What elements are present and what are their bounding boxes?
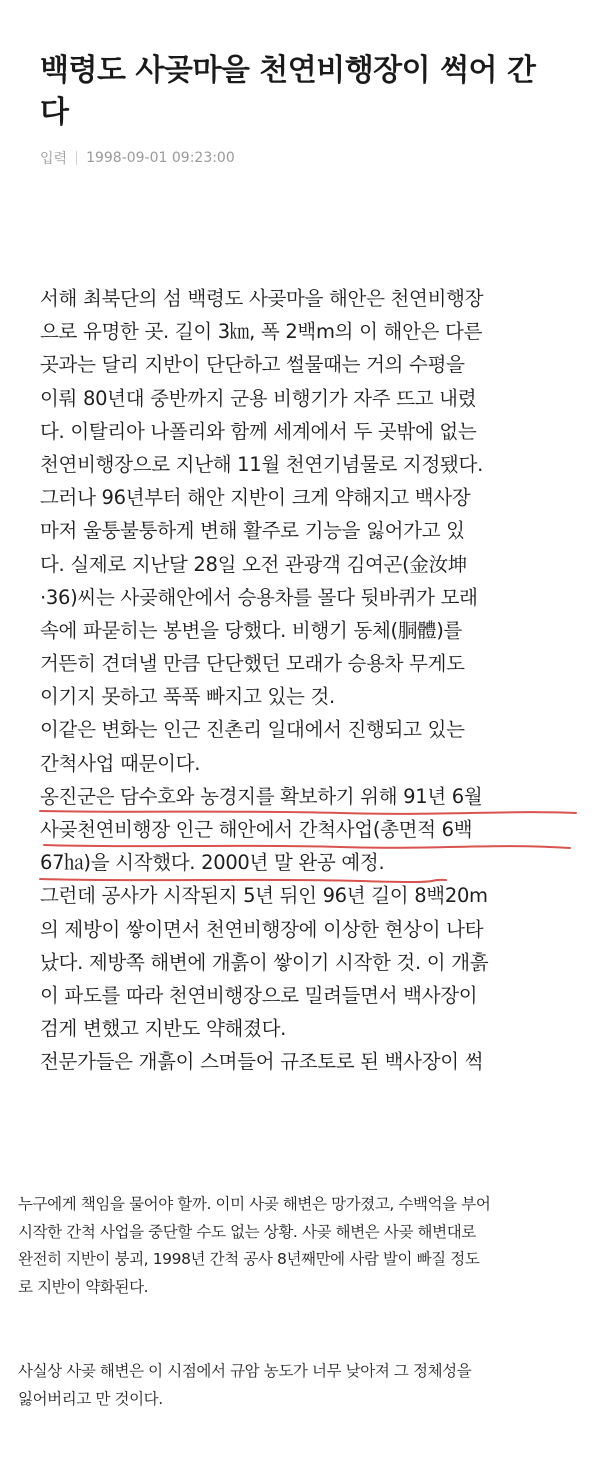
article-line: 다. 실제로 지난달 28일 오전 관광객 김여곤(金汝坤: [40, 552, 468, 576]
commentary-paragraph-1: [18, 1191, 584, 1301]
article-line: 거뜬히 견뎌낼 만큼 단단했던 모래가 승용차 무게도: [40, 652, 465, 676]
article-line: 간척사업 때문이다.: [40, 751, 201, 775]
article-line: 그러나 96년부터 해안 지반이 크게 약해지고 백사장: [40, 486, 471, 510]
commentary-paragraph-2: [18, 1358, 584, 1413]
article-line: 그런데 공사가 시작된지 5년 뒤인 96년 길이 8백20m: [40, 884, 488, 908]
meta-label: 입력: [40, 151, 68, 167]
headline-line-2: 다: [40, 95, 69, 130]
commentary-line: 완전히 지반이 붕괴, 1998년 간척 공사 8년째만에 사람 발이 빠질 정도: [18, 1250, 480, 1268]
commentary-line: 시작한 간척 사업을 중단할 수도 없는 상황. 사곶 해변은 사곶 해변대로: [18, 1222, 476, 1241]
article-line: 속에 파묻히는 봉변을 당했다. 비행기 동체(胴體)를: [40, 618, 463, 642]
article-line-underlined: 67㏊)을 시작했다. 2000년 말 완공 예정.: [40, 851, 385, 875]
article-line: 으로 유명한 곳. 길이 3㎞, 폭 2백m의 이 해안은 다른: [40, 320, 483, 344]
article-headline: [40, 50, 570, 134]
commentary-line: 사실상 사곶 해변은 이 시점에서 규암 농도가 너무 낮아져 그 정체성을: [18, 1362, 472, 1380]
article-line: 이뤄 80년대 중반까지 군용 비행기가 자주 뜨고 내렸: [40, 386, 477, 410]
commentary-line: 로 지반이 약화된다.: [18, 1277, 149, 1296]
headline-line-1: 백령도 사곶마을 천연비행장이 썩어 간: [40, 53, 536, 88]
article-meta: [40, 148, 235, 168]
article-body: [40, 282, 580, 1079]
article-line: ·36)씨는 사곶해안에서 승용차를 몰다 뒷바퀴가 모래: [40, 585, 478, 609]
commentary-line: 누구에게 책임을 물어야 할까. 이미 사곶 해변은 망가졌고, 수백억을 부어: [18, 1195, 491, 1213]
article-line: 이같은 변화는 인근 진촌리 일대에서 진행되고 있는: [40, 718, 465, 742]
article-line-underlined: 옹진군은 담수호와 농경지를 확보하기 위해 91년 6월: [40, 784, 483, 808]
article-line: 검게 변했고 지반도 약해졌다.: [40, 1017, 287, 1041]
article-line: 다. 이탈리아 나폴리와 함께 세계에서 두 곳밖에 없는: [40, 419, 477, 443]
article-line: 의 제방이 쌓이면서 천연비행장에 이상한 현상이 나타: [40, 917, 484, 941]
article-line-underlined: 사곶천연비행장 인근 해안에서 간척사업(총면적 6백: [40, 818, 473, 841]
article-line: 곳과는 달리 지반이 단단하고 썰물때는 거의 수평을: [40, 353, 465, 377]
article-line: 서해 최북단의 섬 백령도 사곶마을 해안은 천연비행장: [40, 287, 484, 310]
article-line: 마저 울퉁불퉁하게 변해 활주로 기능을 잃어가고 있: [40, 519, 465, 543]
article-line: 났다. 제방쪽 해변에 개흙이 쌓이기 시작한 것. 이 개흙: [40, 950, 489, 974]
article-line: 천연비행장으로 지난해 11월 천연기념물로 지정됐다.: [40, 452, 483, 476]
article-line: 이 파도를 따라 천연비행장으로 밀려들면서 백사장이: [40, 983, 478, 1007]
commentary-line: 잃어버리고 만 것이다.: [18, 1389, 163, 1408]
meta-separator: [76, 151, 77, 165]
article-line: 이기지 못하고 푹푹 빠지고 있는 것.: [40, 685, 335, 709]
publish-datetime: 1998-09-01 09:23:00: [86, 150, 235, 166]
article-line: 전문가들은 개흙이 스며들어 규조토로 된 백사장이 썩: [40, 1050, 484, 1074]
